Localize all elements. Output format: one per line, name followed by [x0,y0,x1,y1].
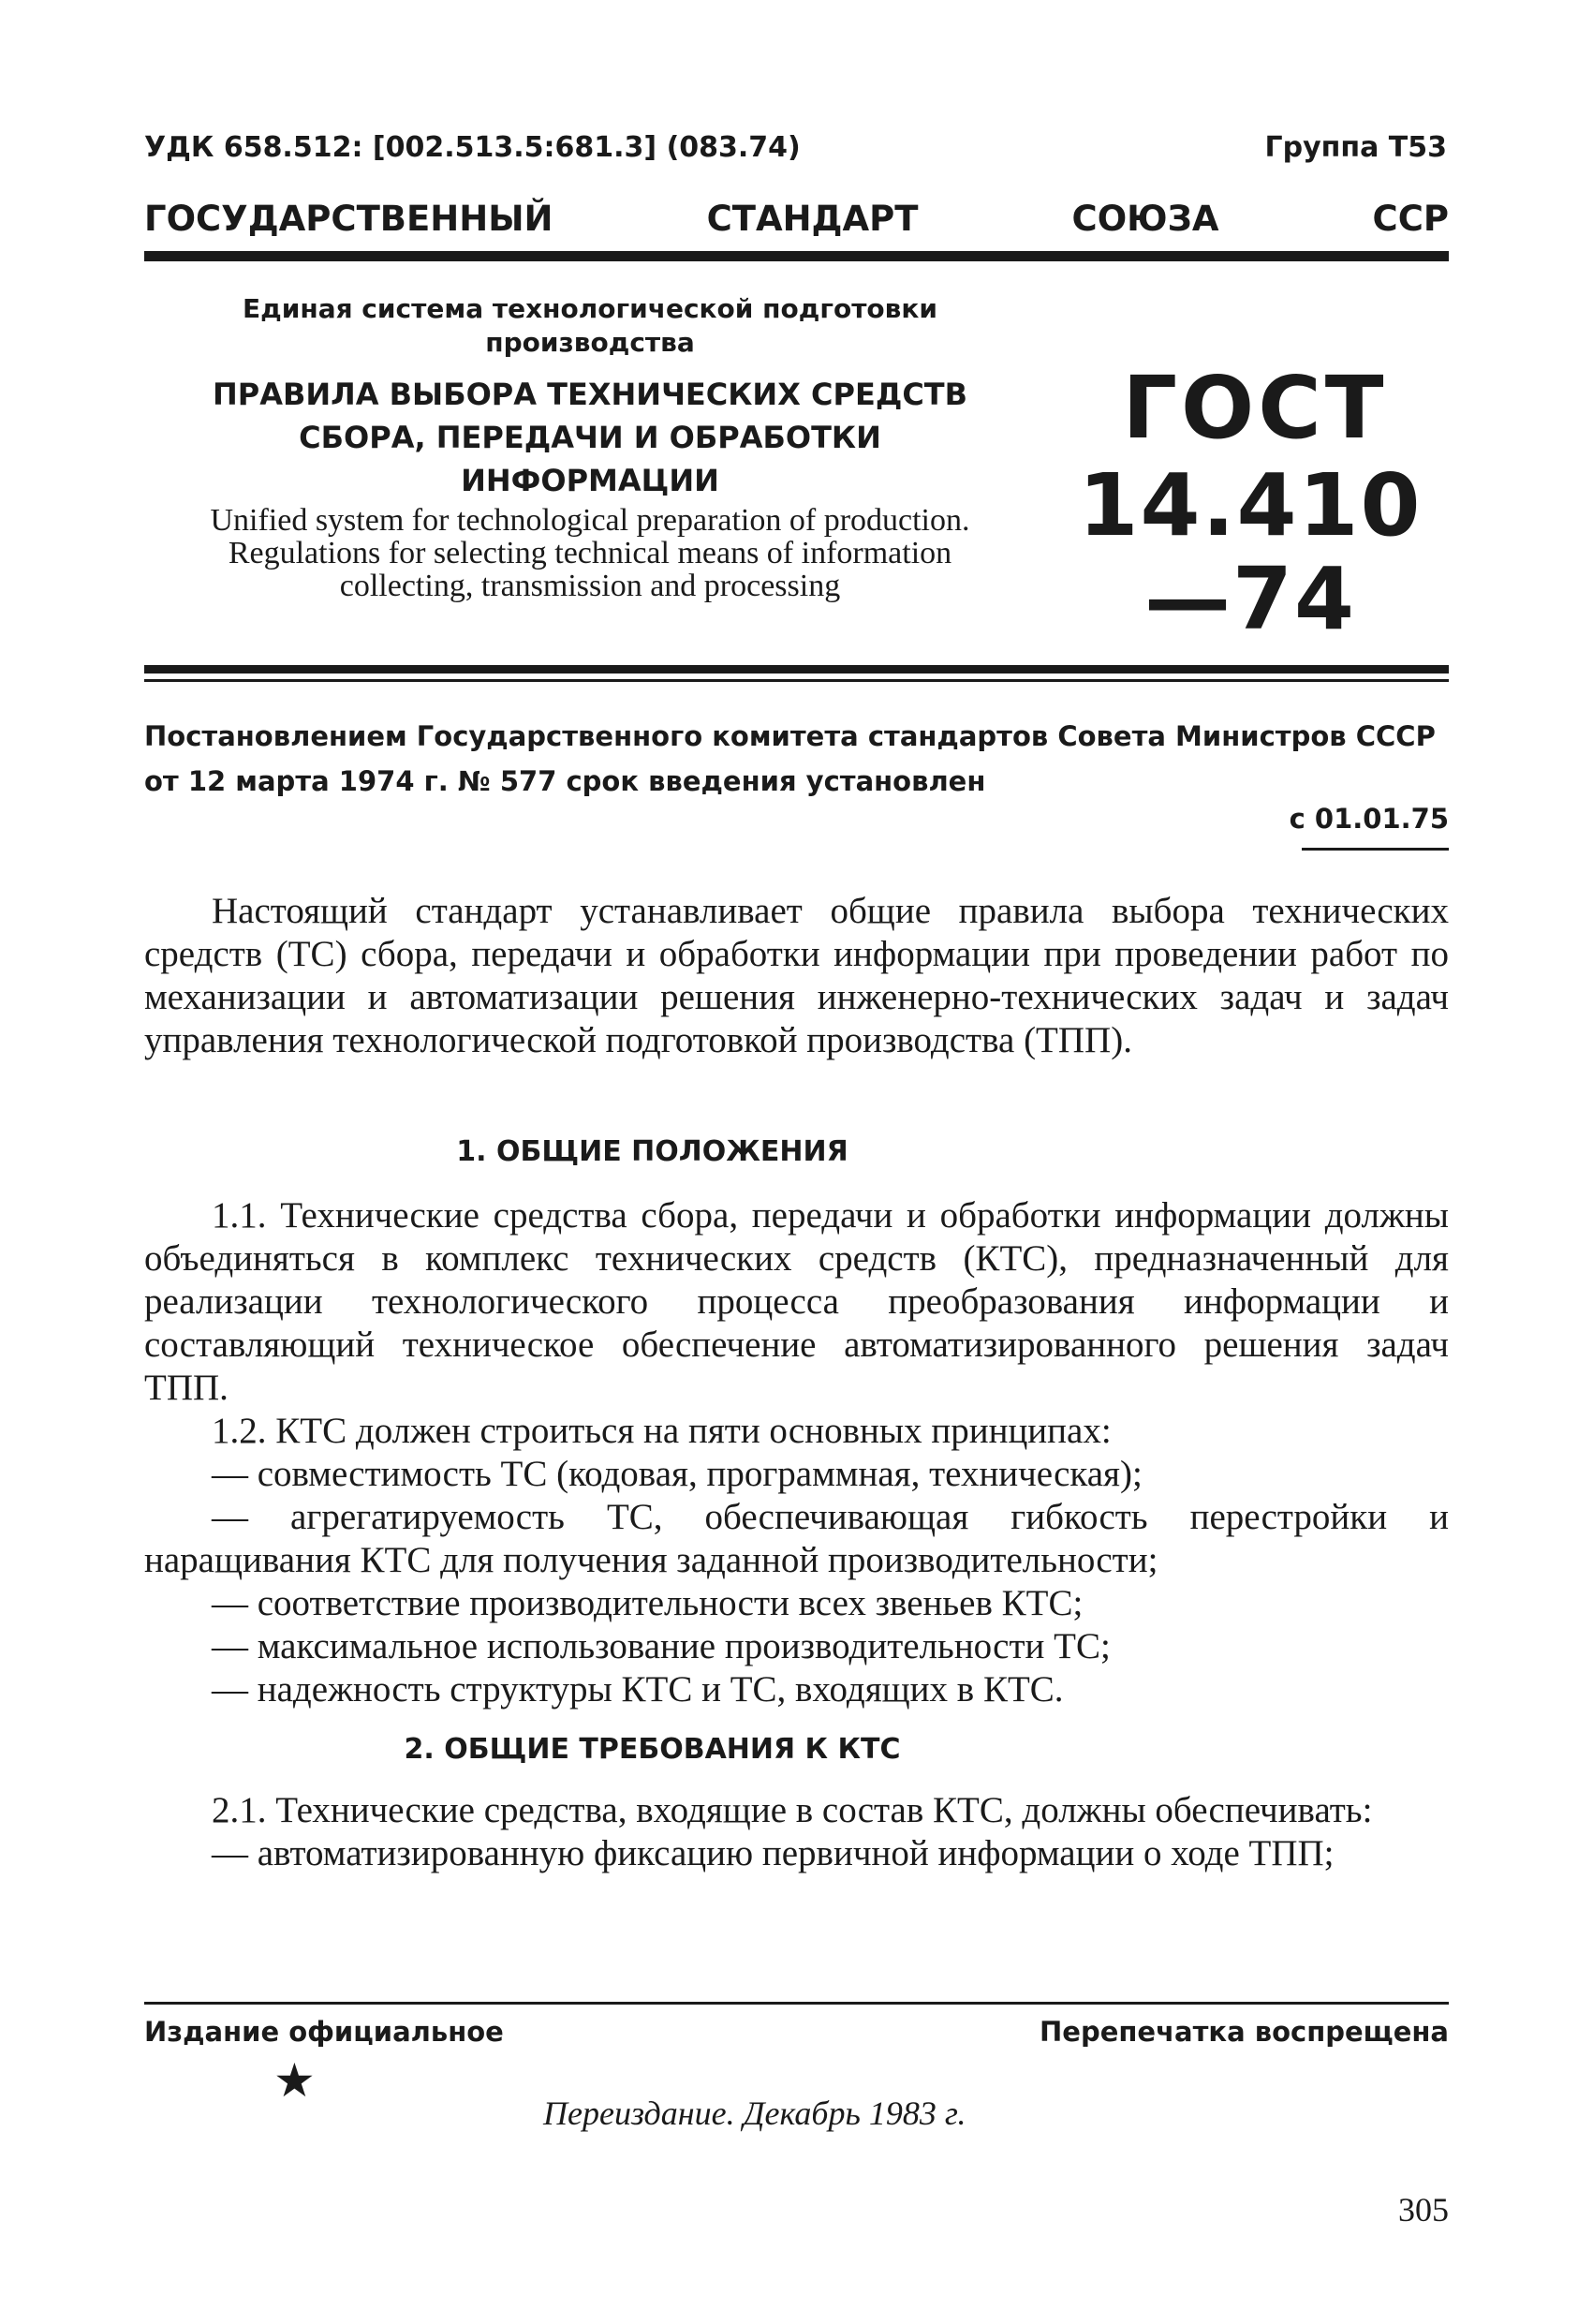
principle-item: — соответствие производительности всех звеньев КТС; [212,1583,1084,1623]
effective-date-rule [1302,848,1449,851]
section-1-body [144,1194,1449,1711]
reprint-prohibited-label: Перепечатка воспрещена [1040,2016,1449,2048]
title-rule-thin [144,679,1449,682]
state-title-word-1: ГОСУДАРСТВЕННЫЙ [144,199,553,239]
state-title-word-4: ССР [1372,199,1449,239]
gost-label: ГОСТ [1122,358,1388,458]
effective-date: с 01.01.75 [1289,803,1449,835]
principle-item: — агрегатируемость ТС, обеспечивающая гибкость перестройки и наращивания КТС для получения заданной производительности; [144,1497,1449,1580]
official-edition-label: Издание официальное [144,2016,504,2048]
english-title: Unified system for technological preparation of production. Regulations for selecting technical means of information collecting, transmission and processing [210,503,970,603]
paragraph-1-1: 1.1. Технические средства сбора, передачи и обработки информации должны объединяться в комплекс технических средств (КТС), предназначенный для реализации технологического процесса преобразования информации и составляющий техническое обеспечение автоматизированного решения задач ТПП. [144,1195,1449,1408]
gost-number: 14.410—74 [1078,455,1423,649]
header-rule [144,251,1449,261]
udk-code: УДК 658.512: [002.513.5:681.3] (083.74) [144,131,801,164]
decree-text: Постановлением Государственного комитета стандартов Совета Министров СССР от 12 марта 1974 г. № 577 срок введения установлен [144,720,1436,797]
requirement-item: — автоматизированную фиксацию первичной информации о ходе ТПП; [212,1833,1335,1873]
principle-item: — максимальное использование производительности ТС; [212,1626,1111,1666]
principle-item: — надежность структуры КТС и ТС, входящих в КТС. [212,1669,1064,1710]
section-1-heading: 1. ОБЩИЕ ПОЛОЖЕНИЯ [456,1135,848,1168]
section-2-body [144,1789,1449,1875]
state-title-word-3: СОЮЗА [1071,199,1219,239]
title-rule-heavy [144,665,1449,674]
state-title-word-2: СТАНДАРТ [706,199,919,239]
paragraph-2-1: 2.1. Технические средства, входящие в состав КТС, должны обеспечивать: [212,1790,1373,1830]
paragraph-1-2: 1.2. КТС должен строиться на пяти основных принципах: [212,1411,1112,1451]
reissue-note: Переиздание. Декабрь 1983 г. [543,2095,966,2132]
footer-rule [144,2002,1449,2005]
intro-paragraph: Настоящий стандарт устанавливает общие правила выбора технических средств (ТС) сбора, передачи и обработки информации при проведении работ по механизации и автоматизации решения инженерно-технических задач и задач управления технологической подготовкой производства (ТПП). [144,891,1449,1060]
page-number: 305 [1398,2191,1449,2228]
group-code: Группа Т53 [1264,131,1447,164]
section-2-heading: 2. ОБЩИЕ ТРЕБОВАНИЯ К КТС [404,1733,901,1766]
state-standard-title [144,199,1449,239]
principle-item: — совместимость ТС (кодовая, программная, техническая); [212,1454,1143,1494]
document-title: ПРАВИЛА ВЫБОРА ТЕХНИЧЕСКИХ СРЕДСТВ СБОРА, ПЕРЕДАЧИ И ОБРАБОТКИ ИНФОРМАЦИИ [212,377,968,498]
star-icon: ★ [273,2054,316,2107]
series-title: Единая система технологической подготовки производства [242,293,938,358]
